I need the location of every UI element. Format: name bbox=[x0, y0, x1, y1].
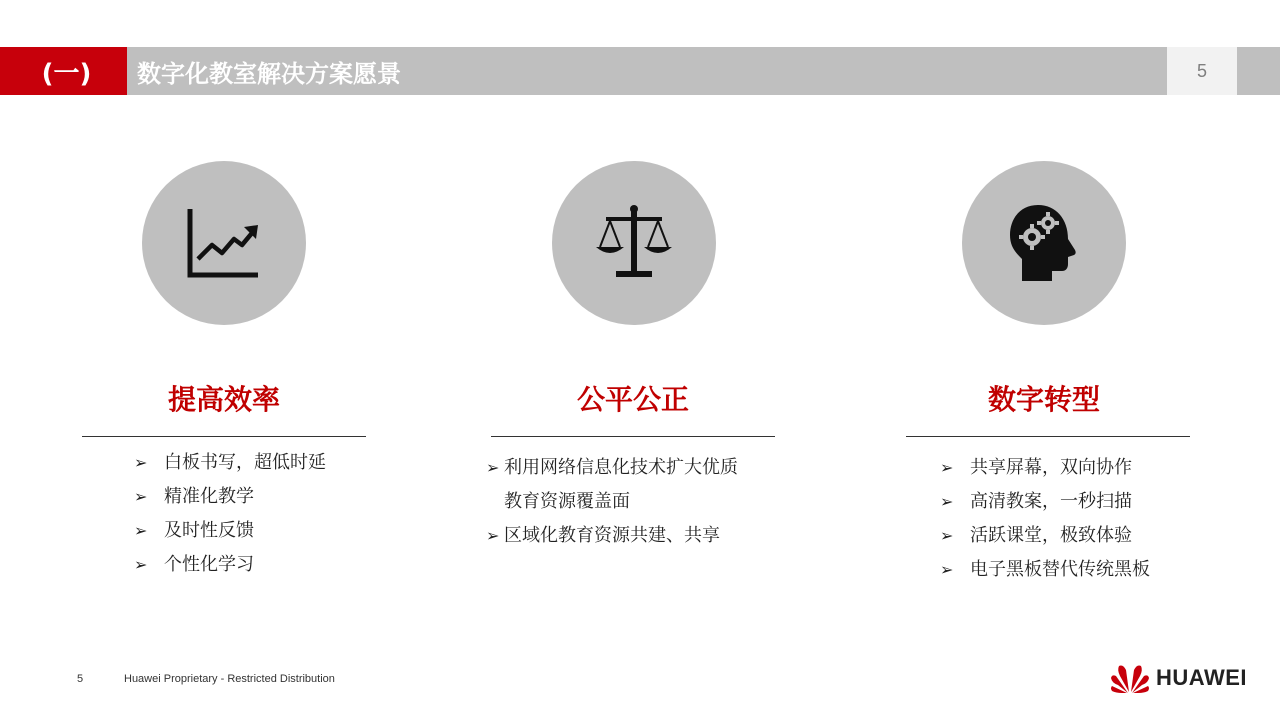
arrow-bullet-icon: ➢ bbox=[940, 458, 954, 477]
scales-icon bbox=[592, 201, 676, 285]
list-item: ➢ 白板书写，超低时延 bbox=[134, 446, 326, 480]
arrow-bullet-icon: ➢ bbox=[134, 521, 148, 540]
list-item: 教育资源覆盖面 bbox=[504, 491, 630, 512]
column-title-digital: 数字转型 bbox=[987, 383, 1100, 416]
line-chart-icon bbox=[184, 203, 264, 283]
arrow-bullet-icon: ➢ bbox=[134, 555, 148, 574]
list-fairness bbox=[486, 451, 738, 553]
arrow-bullet-icon: ➢ bbox=[940, 560, 954, 579]
list-item: ➢ 利用网络信息化技术扩大优质 bbox=[486, 451, 738, 485]
arrow-bullet-icon: ➢ bbox=[134, 453, 148, 472]
arrow-bullet-icon: ➢ bbox=[940, 492, 954, 511]
head-gears-icon bbox=[1002, 201, 1086, 285]
column-title-fairness: 公平公正 bbox=[576, 383, 689, 416]
column-title-efficiency: 提高效率 bbox=[167, 383, 280, 416]
list-digital bbox=[940, 451, 1150, 587]
list-item: ➢ 共享屏幕，双向协作 bbox=[940, 451, 1150, 485]
header-tail bbox=[1237, 47, 1280, 95]
icon-circle-fairness bbox=[552, 161, 716, 325]
huawei-flower-icon bbox=[1110, 662, 1150, 694]
arrow-bullet-icon: ➢ bbox=[134, 487, 148, 506]
logo-text: HUAWEI bbox=[1156, 665, 1247, 690]
list-item: ➢ 个性化学习 bbox=[134, 548, 326, 582]
arrow-bullet-icon: ➢ bbox=[486, 526, 500, 545]
divider-efficiency bbox=[82, 436, 366, 437]
footer-confidentiality: Huawei Proprietary - Restricted Distribution bbox=[124, 673, 335, 685]
section-label: (一) bbox=[0, 47, 127, 95]
arrow-bullet-icon: ➢ bbox=[940, 526, 954, 545]
list-item: ➢ 电子黑板替代传统黑板 bbox=[940, 553, 1150, 587]
icon-circle-efficiency bbox=[142, 161, 306, 325]
list-efficiency bbox=[134, 446, 326, 582]
icon-circle-digital bbox=[962, 161, 1126, 325]
arrow-bullet-icon: ➢ bbox=[486, 458, 500, 477]
list-item: ➢ 活跃课堂，极致体验 bbox=[940, 519, 1150, 553]
list-item: ➢ 及时性反馈 bbox=[134, 514, 326, 548]
list-item: ➢ 精准化教学 bbox=[134, 480, 326, 514]
header-page-number: 5 bbox=[1167, 47, 1237, 95]
divider-fairness bbox=[491, 436, 775, 437]
footer-page-number: 5 bbox=[77, 673, 84, 685]
page-title: 数字化教室解决方案愿景 bbox=[127, 47, 1167, 95]
list-item: ➢ 高清教案，一秒扫描 bbox=[940, 485, 1150, 519]
list-item: ➢ 区域化教育资源共建、共享 bbox=[486, 519, 738, 553]
divider-digital bbox=[906, 436, 1190, 437]
huawei-logo bbox=[1110, 662, 1247, 694]
